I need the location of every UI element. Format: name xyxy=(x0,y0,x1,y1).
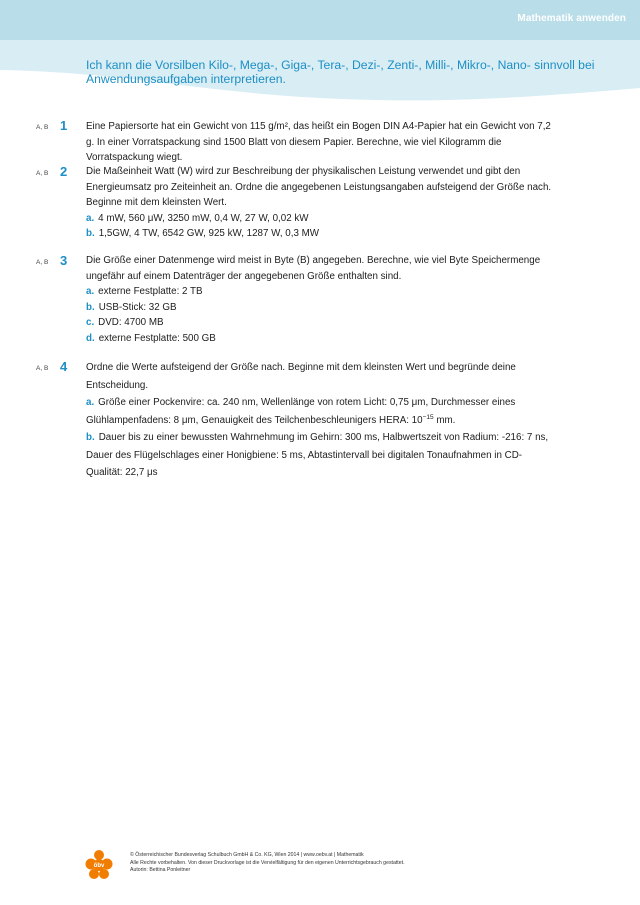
task-2-item-a xyxy=(86,211,556,227)
publisher-logo xyxy=(84,847,114,881)
task-3-item-c xyxy=(86,315,556,331)
task-2-item-b xyxy=(86,226,556,242)
task-number: 2 xyxy=(60,164,68,179)
item-text: Größe einer Pockenvire: ca. 240 nm, Wellenlänge von rotem Licht: 0,75 μm, Durchmesser eines Glühlampenfadens: 8 μm, Genauigkeit des Teilchenbeschleunigers HERA: 10 xyxy=(86,397,516,426)
task-4-text: Ordne die Werte aufsteigend der Größe nach. Beginne mit dem kleinsten Wert und begründe deine Entscheidung. xyxy=(86,362,516,391)
task-number: 3 xyxy=(60,253,68,268)
task-text xyxy=(86,164,556,242)
footer-rights: Alle Rechte vorbehalten. Von dieser Druckvorlage ist die Vervielfältigung für den eigenen Unterrichtsgebrauch gestattet. xyxy=(130,859,405,866)
item-text: 1,5GW, 4 TW, 6542 GW, 925 kW, 1287 W, 0,3 MW xyxy=(98,228,320,239)
exponent: −15 xyxy=(422,413,434,421)
task-2-text: Die Maßeinheit Watt (W) wird zur Beschreibung der physikalischen Leistung verwendet und gibt den Energieumsatz pro Zeiteinheit an. Ordne die angegebenen Leistungsangaben aufsteigend der Größe nach. Beginne mit dem kleinsten Wert. xyxy=(86,166,552,208)
footer xyxy=(130,852,405,875)
task-tag: A, B xyxy=(36,365,49,372)
footer-author: Autorin: Bettina Ponleitner xyxy=(130,867,191,874)
item-label: c. xyxy=(86,317,95,328)
task-text xyxy=(86,253,556,346)
item-text: USB-Stick: 32 GB xyxy=(98,301,177,313)
item-text: DVD: 4700 MB xyxy=(98,317,164,328)
task-4-item-a xyxy=(86,394,556,429)
task-3-text: Die Größe einer Datenmenge wird meist in Byte (B) angegeben. Berechne, wie viel Byte Speichermenge ungefähr auf einem Datenträger der angegebenen Größe enthalten sind. xyxy=(86,255,541,282)
task-text xyxy=(86,359,556,482)
task-tag: A, B xyxy=(36,259,49,266)
task-number: 4 xyxy=(60,359,68,374)
item-label: a. xyxy=(86,212,95,224)
item-label: d. xyxy=(86,332,95,344)
task-4-item-b xyxy=(86,429,556,482)
footer-copyright: © Österreichischer Bundesverlag Schulbuch GmbH & Co. KG, Wien 2014 | www.oebv.at | Mathematik xyxy=(130,852,364,858)
item-text: externe Festplatte: 500 GB xyxy=(98,332,216,344)
task-number: 1 xyxy=(60,118,68,133)
task-tag: A, B xyxy=(36,124,49,131)
task-3-item-d xyxy=(86,331,556,347)
header-title: Mathematik anwenden xyxy=(517,13,626,24)
item-text: externe Festplatte: 2 TB xyxy=(98,286,203,297)
item-label: b. xyxy=(86,301,95,313)
task-text xyxy=(86,119,556,166)
item-label: a. xyxy=(86,286,95,297)
item-label: a. xyxy=(86,397,95,408)
item-unit: mm. xyxy=(433,414,456,426)
item-label: b. xyxy=(86,432,95,443)
item-text: 4 mW, 560 μW, 3250 mW, 0,4 W, 27 W, 0,02 kW xyxy=(98,212,309,224)
item-label: b. xyxy=(86,228,95,239)
item-text: Dauer bis zu einer bewussten Wahrnehmung im Gehirn: 300 ms, Halbwertszeit von Radium: -216: 7 ns, Dauer des Flügelschlages einer Honigbiene: 5 ms, Abtastintervall bei digitalen Tonaufnahmen in CD-Qualität: 22,7 μs xyxy=(86,432,549,478)
task-tag: A, B xyxy=(36,170,49,177)
task-1-text: Eine Papiersorte hat ein Gewicht von 115 g/m², das heißt ein Bogen DIN A4-Papier hat ein Gewicht von 7,2 g. In einer Vorratspackung sind 1500 Blatt von diesem Papier. Berechne, wie viel Kilogramm die Vorratspackung wiegt. xyxy=(86,121,551,163)
logo-text: öbv xyxy=(93,863,105,869)
task-3-item-b xyxy=(86,300,556,316)
learning-goal: Ich kann die Vorsilben Kilo-, Mega-, Giga-, Tera-, Dezi-, Zenti-, Milli-, Mikro-, Nano- sinnvoll bei Anwendungsaufgaben interpretieren. xyxy=(86,58,595,86)
task-3-item-a xyxy=(86,284,556,300)
